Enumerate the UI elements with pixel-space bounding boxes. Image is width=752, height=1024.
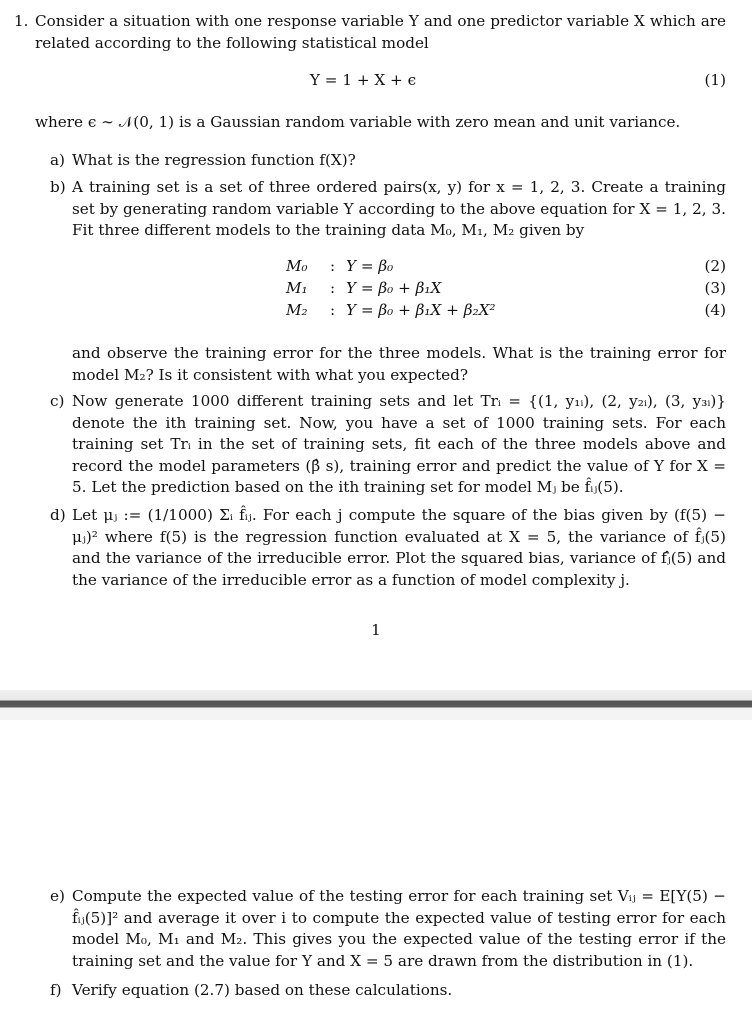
part-text: Let μⱼ := (1/1000) Σᵢ f̂ᵢⱼ. For each j compute the square of the bias given by (f(5) − μⱼ)² where f(5) is the regression function evaluated at X = 5, the variance of f̂ⱼ(5) and the variance of the irreducible error. Plot the squared bias, variance of fⱼ̂(5) and the variance of the irreducible error as a function of model complexity j.: [72, 506, 726, 589]
model-row: [0, 278, 726, 300]
part-text: A training set is a set of three ordered pairs(x, y) for x = 1, 2, 3. Create a training set by generating random variable Y according to the above equation for X = 1, 2, 3. Fit three different models to the training data M₀, M₁, M₂ given by: [72, 178, 726, 239]
equation-number: (4): [704, 301, 726, 319]
model-name: M₀: [286, 257, 308, 275]
part-label: c): [50, 392, 65, 410]
part-text: and observe the training error for the three models. What is the training error for model M₂? Is it consistent with what you expected?: [72, 344, 726, 384]
equation-number: (1): [704, 71, 726, 89]
colon: :: [330, 257, 336, 275]
part-f: [50, 980, 726, 1002]
part-label: f): [50, 981, 62, 999]
part-b-continued: [50, 343, 726, 386]
colon: :: [330, 279, 336, 297]
model-equation-text: Y = 1 + X + ϵ: [309, 71, 417, 89]
equation-number: (2): [704, 257, 726, 275]
noise-definition: where ϵ ∼ 𝒩(0, 1) is a Gaussian random variable with zero mean and unit variance.: [35, 113, 681, 131]
part-text: What is the regression function f(X)?: [72, 151, 356, 169]
model-system: [0, 256, 726, 322]
part-c: [50, 391, 726, 499]
model-equation: Y = β₀: [346, 257, 394, 275]
page-2: [0, 720, 752, 1024]
page-number: 1: [371, 621, 381, 639]
part-text: Compute the expected value of the testing error for each training set Vᵢⱼ = E[Y(5) − f̂ᵢⱼ(5)]² and average it over i to compute the expected value of testing error for each model M₀, M₁ and M₂. This gives you the expected value of the testing error if the training set and the value for Y and X = 5 are drawn from the distribution in (1).: [72, 887, 726, 970]
part-d: [50, 505, 726, 591]
question-intro: Consider a situation with one response variable Y and one predictor variable X which are related according to the following statistical model: [35, 12, 726, 52]
part-b: [50, 177, 726, 242]
part-e: [50, 886, 726, 972]
model-name: M₂: [286, 301, 308, 319]
part-label: a): [50, 151, 65, 169]
part-label: d): [50, 506, 66, 524]
part-label: e): [50, 887, 65, 905]
page-separator: [0, 690, 752, 720]
model-row: [0, 300, 726, 322]
equation-number: (3): [704, 279, 726, 297]
part-a: [50, 150, 726, 172]
part-text: Now generate 1000 different training sets and let Trᵢ = {(1, y₁ᵢ), (2, y₂ᵢ), (3, y₃ᵢ)} denote the ith training set. Now, you have a set of 1000 training sets. For each training set Trᵢ in the set of training sets, fit each of the three models above and record the model parameters (β̂ s), training error and predict the value of Y for X = 5. Let the prediction based on the ith training set for model Mⱼ be f̂ᵢⱼ(5).: [72, 392, 726, 496]
part-label: b): [50, 178, 66, 196]
model-equation: Y = β₀ + β₁X + β₂X²: [346, 301, 496, 319]
question-number: 1.: [14, 12, 29, 30]
model-row: [0, 256, 726, 278]
colon: :: [330, 301, 336, 319]
part-text: Verify equation (2.7) based on these calculations.: [72, 981, 453, 999]
model-equation: Y = β₀ + β₁X: [346, 279, 442, 297]
model-name: M₁: [286, 279, 308, 297]
